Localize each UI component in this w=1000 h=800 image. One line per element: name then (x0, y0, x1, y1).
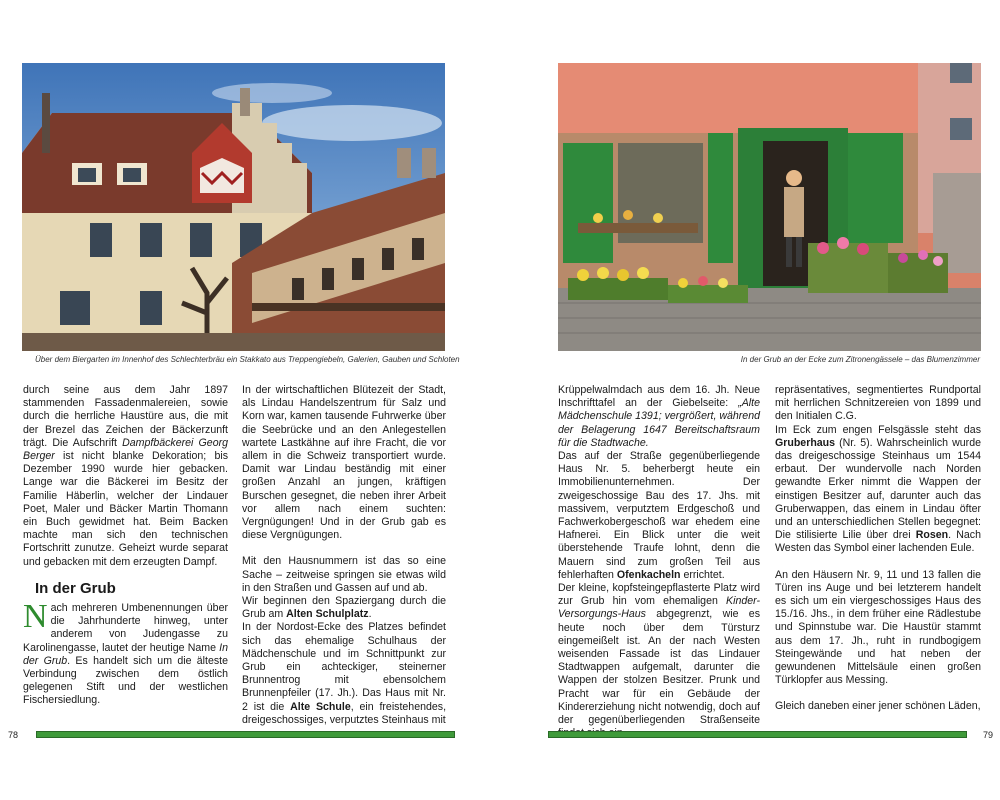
paragraph: Gleich daneben einer jener schönen Läden, (775, 700, 981, 713)
page-number-right: 79 (983, 730, 994, 740)
paragraph: Krüppelwalmdach aus dem 16. Jh. Neue Inschrifttafel an der Giebelseite: „Alte Mädchenschule 1391; vergrößert, während der Belagerung 1647 Bereitschaftsraum für die Stadtwache. (558, 384, 760, 449)
paragraph: Wir beginnen den Spaziergang durch die Grub am Alten Schulplatz. (242, 595, 446, 621)
paragraph: Das auf der Straße gegenüberliegende Haus Nr. 5. beherbergt heute ein Immobilienunternehmen. Der zweigeschossige Bau des 17. Jhs. mit massivem, verputztem Erdgeschoß und Fachwerkobergeschoß war ehedem eine Hafnerei. Ein Blick unter die weit überstehende Traufe lohnt, denn die Mauern sind zum großen Teil aus fehlerhaften Ofenkacheln errichtet. (558, 450, 760, 581)
paragraph: Mit den Hausnummern ist das so eine Sache – zeitweise springen sie etwas wild in den Straßen und Gassen auf und ab. (242, 555, 446, 594)
photo-caption-left: Über dem Biergarten im Innenhof des Schlechterbräu ein Stakkato aus Treppengiebeln, Galerien, Gauben und Schloten (35, 355, 460, 364)
right-column-1 (558, 384, 760, 740)
paragraph: Nach mehreren Umbenennungen über die Jahrhunderte hinweg, unter anderem von Judengasse zu Karolinengasse, lautet der heutige Name In der Grub. Es handelt sich um die älteste Verbindung zwischen dem östlich gelegenen Stift und der westlichen Fischersiedlung. (23, 598, 228, 707)
paragraph: Der kleine, kopfsteingepflasterte Platz wird zur Grub hin vom ehemaligen Kinder-Versorgungs-Haus abgegrenzt, wie es heute noch über dem Türsturz eingemeißelt ist. An der nach Westen weisenden Fassade ist das Lindauer Stadtwappen aufgemalt, darunter die Wappen der stolzen Besitzer. Prunk und Pracht war für ein Gebäude der Kindererziehung nicht notwendig, doch auf der gegenüberliegenden Straßenseite (558, 582, 760, 727)
paragraph: durch seine aus dem Jahr 1897 stammenden Fassadenmalereien, sowie durch die herrliche Haustüre aus, die mit der Brezel das Zeichen der Bäckerzunft trägt. Die Aufschrift Dampfbäckerei Georg Berger ist nicht blanke Dekoration; bis Dezember 1990 wurde hier gebacken. Lange war die Bäckerei im Besitz der Familie Häberlin, welcher der Lindauer Poet, Maler und Bäcker Martin Thomann ein Buch gewidmet hat. Beim Backen machte man sich den technischen Fortschritt zunutze. Geheizt wurde separat und gebacken mit dem erzeugten Dampf. (23, 384, 229, 568)
footer-bar-left (36, 731, 455, 738)
right-page (500, 0, 1000, 800)
flower-shop-photo (558, 63, 981, 351)
left-column-1 (23, 384, 228, 708)
courtyard-photo (22, 63, 445, 351)
paragraph: In der Nordost-Ecke des Platzes befindet sich das ehemalige Schulhaus der Mädchenschule und im Schnittpunkt zur Grub ein achteckiger, steinerner Brunnentrog mit ebensolchem Brunnenpfeiler (17. Jh.). Das Haus mit Nr. 2 ist die Alte Schule, ein freistehendes, dreigeschossiges, verputztes Steinhaus mit (242, 621, 447, 726)
section-heading: In der Grub (35, 579, 116, 597)
paragraph: Im Eck zum engen Felsgässle steht das Gruberhaus (Nr. 5). Wahrscheinlich wurde das dreigeschossige Steinhaus um 1544 erbaut. Der wundervolle nach Norden gewandte Erker nimmt die Wappen der einstigen Besitzer auf, darunter auch das Gruberwappen, das einem in Lindau öfter und an unterschiedlichen Stellen begegnet: Die stilisierte Lilie über drei Rosen. Nach Westen das Symbol einer lachenden Eule. (775, 423, 982, 555)
right-column-2 (775, 384, 981, 714)
left-column-2 (242, 384, 446, 727)
page-number-left: 78 (8, 730, 19, 740)
drop-cap: N (23, 598, 48, 636)
photo-caption-right: In der Grub an der Ecke zum Zitronengässele – das Blumenzimmer (740, 355, 980, 364)
footer-bar-right (548, 731, 967, 738)
paragraph: In der wirtschaftlichen Blütezeit der Stadt, als Lindau Handelszentrum für Salz und Korn war, kamen tausende Fuhrwerke über die Seebrücke und an den Anlegestellen wartete Lastkähne auf ihre Fracht, die vor allem in die Schweiz transportiert wurde. Damit war Lindau beständig mit einer großen Anzahl an jungen, kräftigen Burschen gesegnet, die neben ihrer Arbeit vor allem nach einem suchten: Vergnügungen! Und in der Grub gab es diese Vergnügungen. (242, 384, 446, 542)
paragraph: repräsentatives, segmentiertes Rundportal mit herrlichen Schnitzereien von 1899 und den Initialen C.G. (775, 384, 981, 423)
paragraph: An den Häusern Nr. 9, 11 und 13 fallen die Türen ins Auge und bei letzterem handelt es sich um ein viergeschossiges Haus des 15./16. Jhs., in dem früher eine Rädlestube und Spinnstube war. Die Haustür stammt aus dem 17. Jh., ruht in rundbogigem Steingewände und hat neben der gewundenen Mittelsäule einen großen Türklopfer aus Messing. (775, 568, 981, 687)
